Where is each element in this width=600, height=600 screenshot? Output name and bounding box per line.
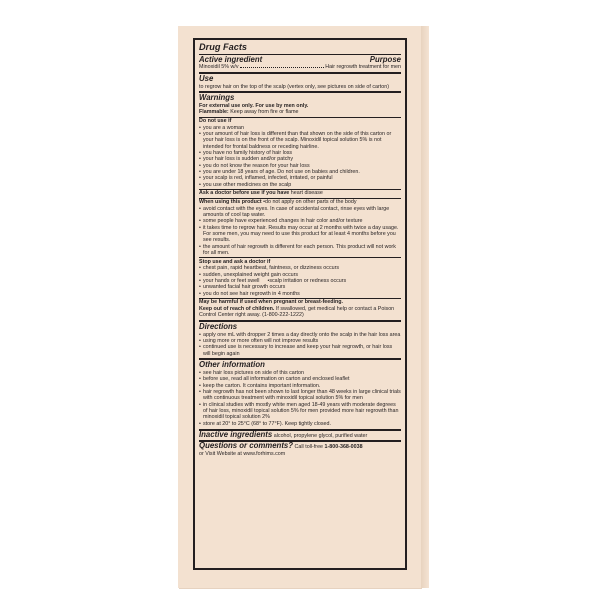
do-not-use-heading: Do not use if — [199, 118, 232, 125]
list-item: • before use, read all information on carton and enclosed leaflet — [199, 376, 401, 382]
list-item: • continued use is necessary to increase and keep your hair regrowth, or hair loss will begin again — [199, 344, 401, 357]
inactive-ingredients-text: alcohol, propylene glycol, purified water — [273, 432, 368, 439]
questions-call-text: Call toll-free — [294, 444, 324, 451]
do-not-use-subsection — [199, 117, 401, 188]
stop-use-list — [199, 265, 401, 297]
directions-list — [199, 332, 401, 357]
drug-facts-panel — [193, 38, 407, 570]
when-using-list — [199, 206, 401, 257]
active-ingredient-heading: Active ingredient — [199, 54, 263, 64]
list-item: • you do not know the reason for your hair loss — [199, 163, 401, 169]
questions-website: or Visit Website at www.forhims.com — [199, 450, 286, 457]
when-using-label: When using this product — [199, 199, 262, 206]
ask-doctor-label: Ask a doctor before use if you have — [199, 190, 290, 197]
other-information-heading: Other information — [199, 360, 265, 370]
flammable-warning — [199, 109, 401, 115]
when-using-first: • do not apply on other parts of the body — [263, 199, 356, 205]
list-item: • your amount of hair loss is different than that shown on the side of this carton or your hair loss is on the front of the scalp. Minoxidil topical solution 5% is not intended for frontal baldness or receding hairline. — [199, 131, 401, 150]
list-item: • hair regrowth has not been shown to last longer than 48 weeks in large clinical trials with continuous treatment with minoxidil topical solution 5% for men — [199, 389, 401, 402]
list-item: • the amount of hair regrowth is different for each person. This product will not work for all men. — [199, 244, 401, 257]
list-item: • you are a woman — [199, 125, 401, 131]
stop-use-pair-right: • scalp irritation or redness occurs — [267, 278, 346, 284]
list-item: • your scalp is red, inflamed, infected, irritated, or painful — [199, 175, 401, 181]
other-information-list — [199, 370, 401, 427]
list-item: • keep the carton. It contains important information. — [199, 383, 401, 389]
list-item: • in clinical studies with mostly white men aged 18-49 years with moderate degrees of hair loss, minoxidil topical solution 5% for men provided more hair regrowth than minoxidil topical solution 2% — [199, 402, 401, 421]
use-section — [199, 75, 401, 93]
list-item: • chest pain, rapid heartbeat, faintness, or dizziness occurs — [199, 265, 401, 271]
purpose-heading: Purpose — [369, 54, 401, 64]
carton-side-edge — [421, 26, 429, 588]
list-item: • you use other medicines on the scalp — [199, 182, 401, 188]
inactive-ingredients-heading: Inactive ingredients — [199, 429, 273, 439]
drug-facts-header — [199, 42, 401, 55]
pregnancy-warning: May be harmful if used when pregnant or breast-feeding. — [199, 299, 344, 306]
ask-doctor-text: heart disease — [290, 190, 323, 197]
active-ingredient-section — [199, 56, 401, 74]
drug-facts-title: Drug Facts — [199, 42, 247, 52]
stop-use-subsection — [199, 257, 401, 297]
flammable-text: Keep away from fire or flame — [230, 109, 299, 116]
children-label: Keep out of reach of children. — [199, 305, 275, 312]
leader-dots — [240, 66, 325, 68]
list-item: • unwanted facial hair growth occurs — [199, 284, 401, 290]
ask-doctor-subsection — [199, 189, 401, 197]
stop-use-heading: Stop use and ask a doctor if — [199, 258, 271, 265]
when-using-subsection — [199, 198, 401, 257]
questions-phone: 1-800-368-0038 — [324, 444, 363, 451]
list-item: • you do not see hair regrowth in 4 months — [199, 291, 401, 297]
directions-heading: Directions — [199, 321, 238, 331]
list-item: • store at 20° to 25°C (68° to 77°F). Keep tightly closed. — [199, 421, 401, 427]
flammable-label: Flammable: — [199, 109, 229, 116]
list-item: • your hair loss is sudden and/or patchy — [199, 156, 401, 162]
pregnancy-children-subsection — [199, 298, 401, 319]
directions-section — [199, 323, 401, 360]
children-text: If swallowed, get medical help or contact a Poison Control Center right away. (1-800-222-1222) — [199, 305, 395, 319]
external-use-warning: For external use only. For use by men only. — [199, 102, 309, 109]
other-information-section — [199, 361, 401, 430]
list-item: • apply one mL with dropper 2 times a day directly onto the scalp in the hair loss area — [199, 332, 401, 338]
list-item: • see hair loss pictures on side of this carton — [199, 370, 401, 376]
warnings-section — [199, 94, 401, 322]
warnings-heading: Warnings — [199, 93, 235, 103]
list-item: • avoid contact with the eyes. In case of accidental contact, rinse eyes with large amounts of cool tap water. — [199, 206, 401, 219]
list-item: • some people have experienced changes in hair color and/or texture — [199, 218, 401, 224]
do-not-use-list — [199, 125, 401, 188]
purpose-value: Hair regrowth treatment for men — [325, 64, 401, 71]
list-item: • using more or more often will not improve results — [199, 338, 401, 344]
stop-use-pair-left: • your hands or feet swell — [203, 277, 260, 284]
questions-section — [199, 443, 401, 458]
list-item: • sudden, unexplained weight gain occurs — [199, 272, 401, 278]
use-heading: Use — [199, 73, 214, 83]
questions-heading: Questions or comments? — [199, 441, 294, 451]
list-item: • you have no family history of hair loss — [199, 150, 401, 156]
list-item: • you are under 18 years of age. Do not use on babies and children. — [199, 169, 401, 175]
active-ingredient-value: Minoxidil 5% w/v — [199, 64, 239, 71]
use-text: to regrow hair on the top of the scalp (vertex only, see pictures on side of carton) — [199, 83, 390, 90]
list-item: • it takes time to regrow hair. Results may occur at 2 months with twice a day usage. For some men, you may need to use this product for at least 4 months before you see results. — [199, 225, 401, 244]
